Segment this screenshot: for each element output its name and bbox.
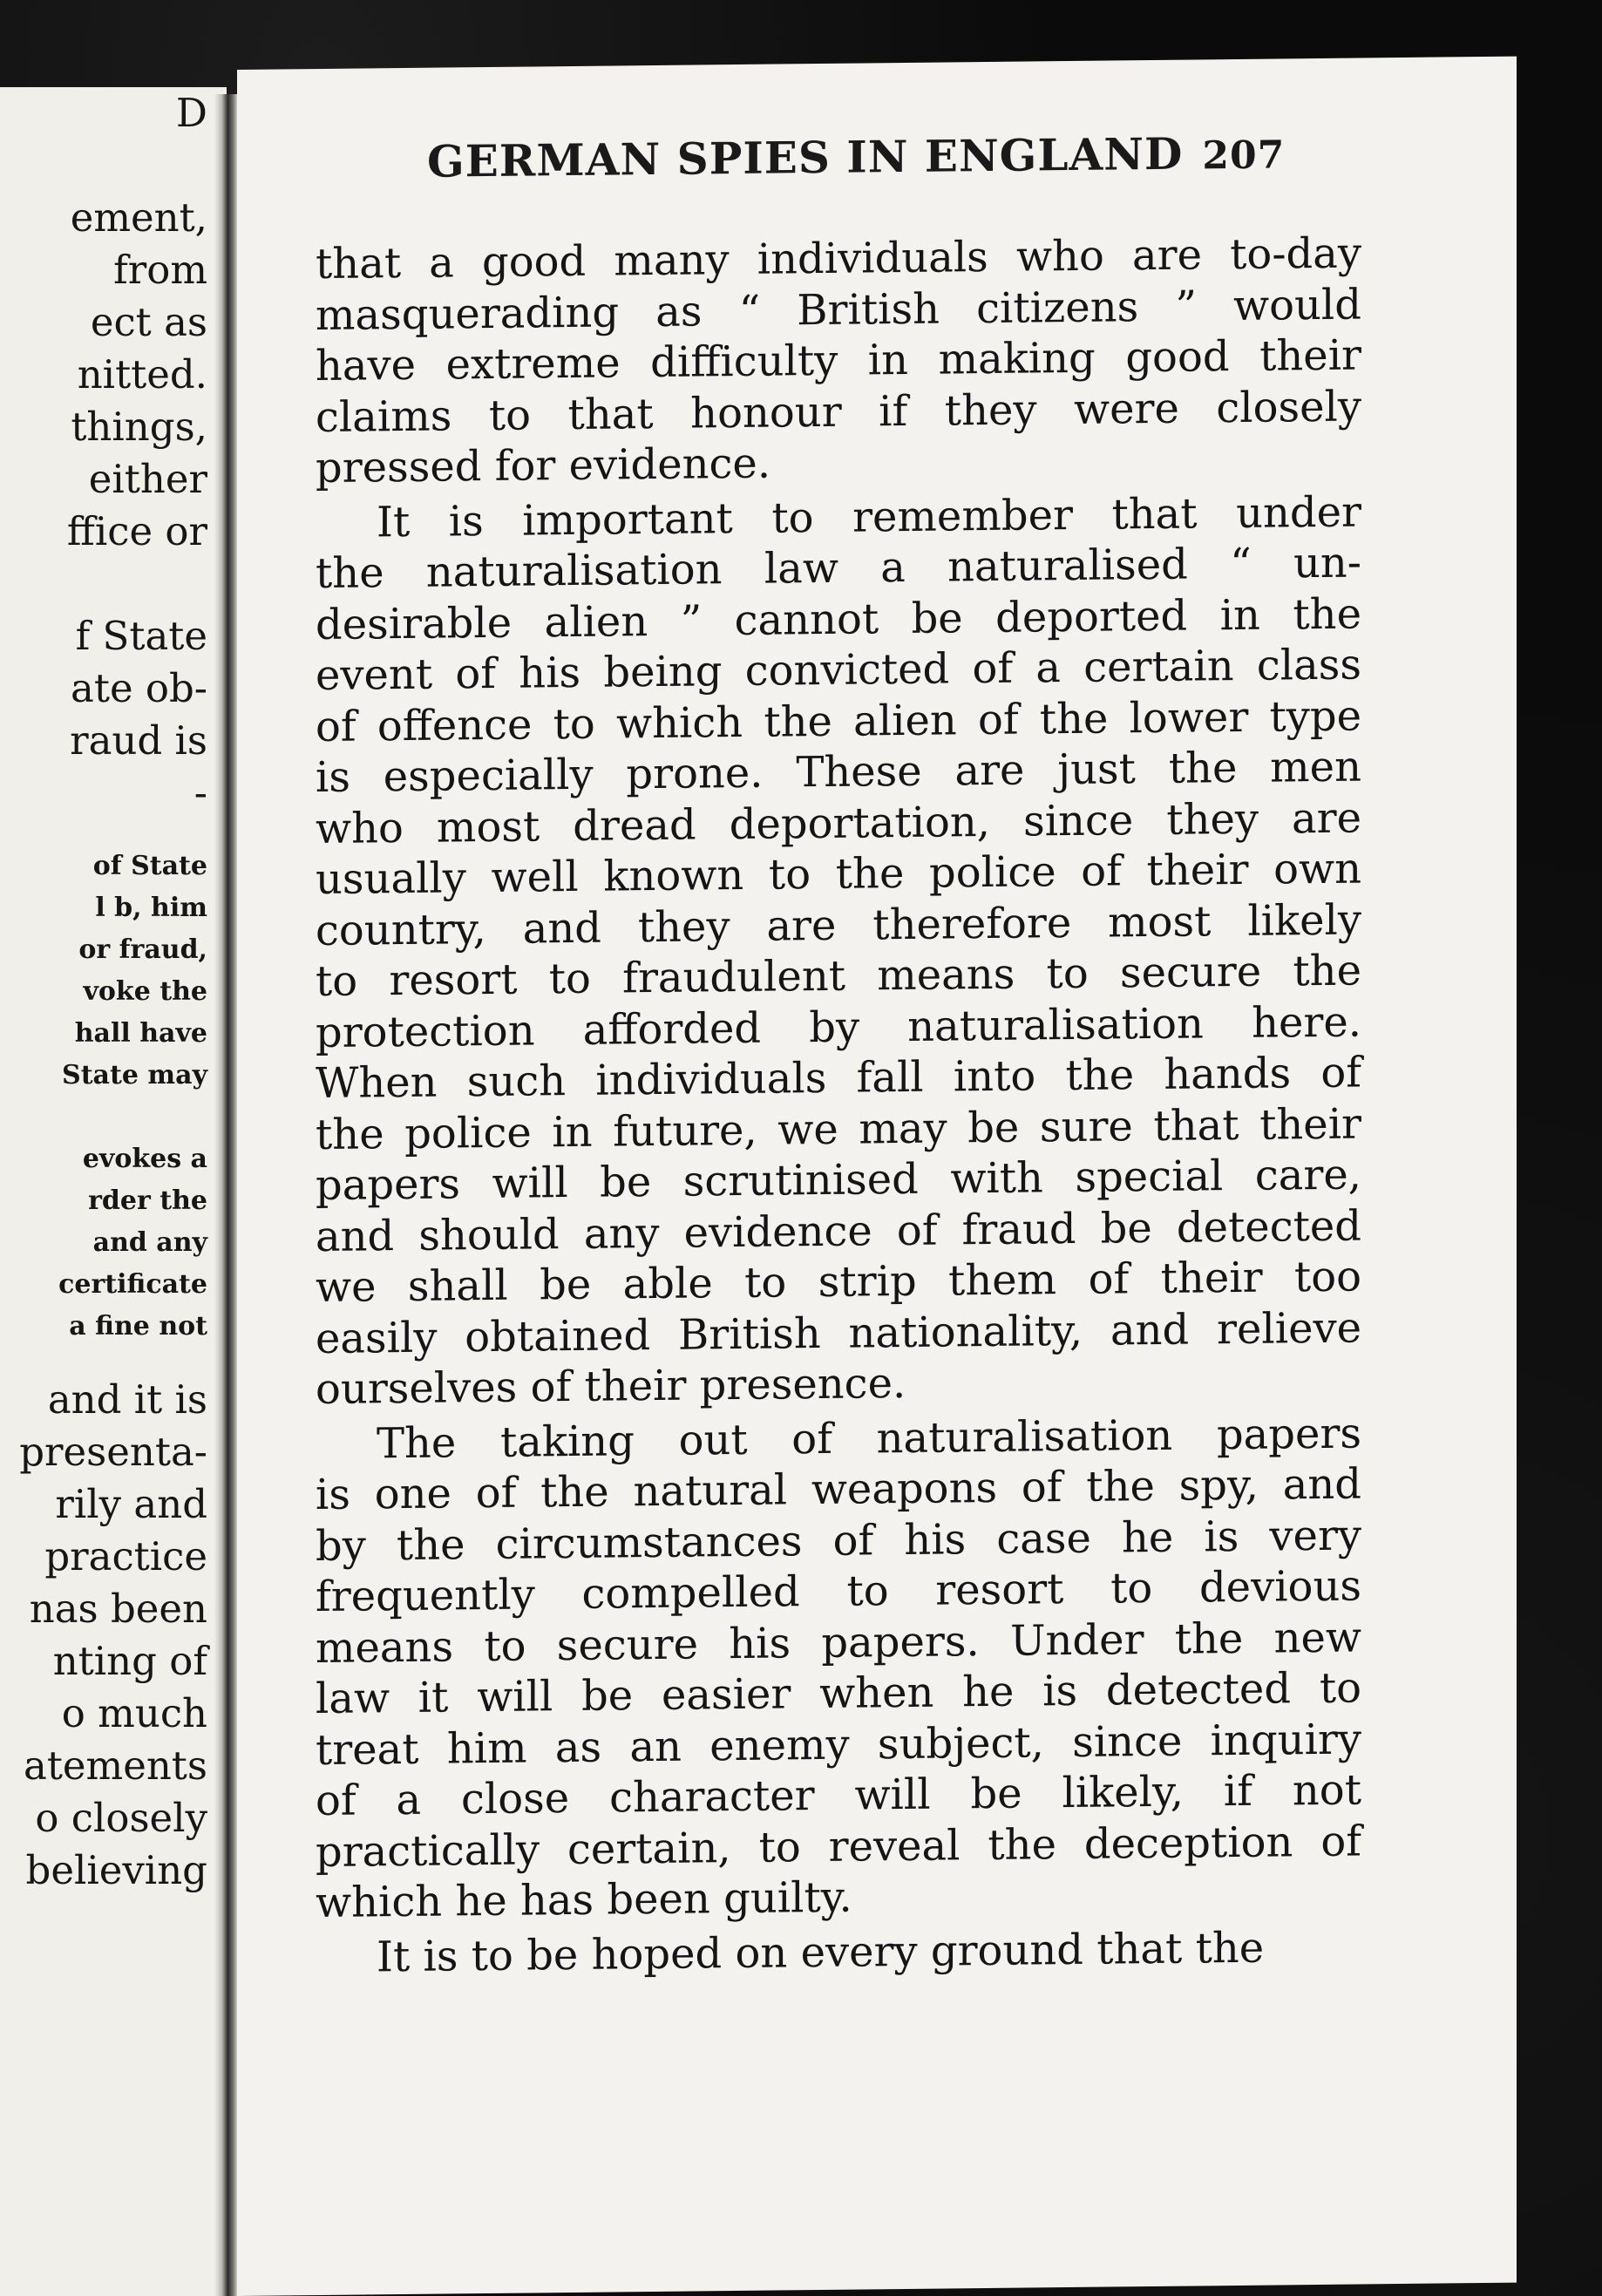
left-page-line: nting of [52,1638,207,1684]
text-line: that a good many individuals who are to-day [316,228,1361,289]
paragraph [316,486,1361,1416]
left-page-line: ffice or [66,508,207,554]
text-line: country, and they are therefore most likely [316,894,1361,955]
left-page-line [0,1097,207,1138]
left-page-line: or fraud, [78,934,207,965]
text-line: papers will be scrutinised with special care, [316,1150,1361,1211]
text-line: means to secure his papers. Under the new [316,1612,1361,1673]
left-page-line: nitted. [77,351,207,397]
left-page-line: - [193,770,207,816]
text-line: of offence to which the alien of the lower type [316,690,1361,751]
text-line: usually well known to the police of their own [316,844,1361,905]
left-page-line: a fine not [69,1311,207,1342]
left-page-line: of State [92,851,207,881]
left-page-line: rily and [55,1481,207,1527]
text-line: easily obtained British nationality, and relieve [316,1302,1361,1363]
left-page-line: f State [75,613,207,659]
text-line: have extreme difficulty in making good their [316,330,1361,391]
left-page-line: raud is [70,717,207,764]
left-page-line: and it is [47,1376,207,1423]
left-page-line: l b, him [95,893,207,923]
text-line: practically certain, to reveal the deception of [316,1816,1361,1877]
text-line: who most dread deportation, since they are [316,792,1361,853]
text-line: we shall be able to strip them of their too [316,1252,1361,1313]
left-page-line: things, [71,404,207,450]
body-text [316,228,1361,1987]
left-page-line: rder the [88,1185,207,1216]
page-number: 207 [1202,132,1286,179]
left-page-line: ate ob- [71,665,207,711]
paragraph [316,228,1361,493]
text-line: event of his being convicted of a certain class [316,640,1361,701]
paragraph [316,1408,1361,1929]
text-line: the police in future, we may be sure that their [316,1098,1361,1159]
left-page-line: from [113,247,207,293]
right-page [237,57,1517,2296]
left-page-spacer [0,1348,207,1374]
running-head-title: GERMAN SPIES IN ENGLAND [427,127,1184,187]
text-line: which he has been guilty. [316,1872,852,1928]
text-line: of a close character will be likely, if not [316,1765,1361,1826]
text-line: protection afforded by naturalisation here. [316,996,1361,1057]
left-page-line: believing [25,1847,207,1893]
left-page-line: voke the [83,976,207,1007]
text-line: pressed for evidence. [316,438,771,493]
text-line: masquerading as “ British citizens ” would [316,279,1361,340]
text-line: When such individuals fall into the hands of [316,1048,1361,1109]
text-line: ourselves of their presence. [316,1358,906,1415]
left-page-spacer [0,819,207,846]
page-gutter [214,94,239,2296]
left-page-line [0,558,207,610]
text-line: It is important to remember that under [377,486,1361,547]
text-line: The taking out of naturalisation papers [377,1408,1361,1468]
left-page-line: ement, [70,194,207,241]
running-head [427,126,1429,187]
left-page-line: hall have [74,1018,207,1049]
left-page-line: o much [61,1690,207,1736]
left-page-line: nas been [29,1586,207,1632]
text-line: to resort to fraudulent means to secure the [316,946,1361,1007]
left-page-line: o closely [35,1795,207,1841]
text-line: the naturalisation law a naturalised “ un- [316,538,1361,599]
left-page-line: either [88,456,207,502]
left-page-line: State may [62,1060,207,1090]
text-line: and should any evidence of fraud be detected [316,1200,1361,1261]
text-line: law it will be easier when he is detected to [316,1663,1361,1724]
left-page-line: and any [92,1227,207,1258]
left-facing-page [0,87,227,2296]
left-page-line: evokes a [82,1144,207,1174]
left-page-line: atements [23,1742,207,1789]
text-line: claims to that honour if they were closely [316,381,1361,442]
text-line: is one of the natural weapons of the spy, and [316,1459,1361,1520]
left-page-line: certificate [58,1269,207,1300]
left-page-text [0,87,207,1897]
left-page-line: presenta- [19,1429,207,1475]
left-page-line: ect as [90,299,207,345]
left-page-line [0,139,207,192]
text-line: by the circumstances of his case he is very [316,1510,1361,1571]
text-line: desirable alien ” cannot be deported in the [316,588,1361,649]
text-line: frequently compelled to resort to devious [316,1561,1361,1622]
text-line: It is to be hoped on every ground that the [377,1923,1265,1981]
text-line: is especially prone. These are just the men [316,742,1361,803]
text-line: treat him as an enemy subject, since inquiry [316,1714,1361,1775]
paragraph [316,1921,1361,1983]
left-page-line: D [175,90,207,136]
left-page-line: practice [44,1533,207,1579]
